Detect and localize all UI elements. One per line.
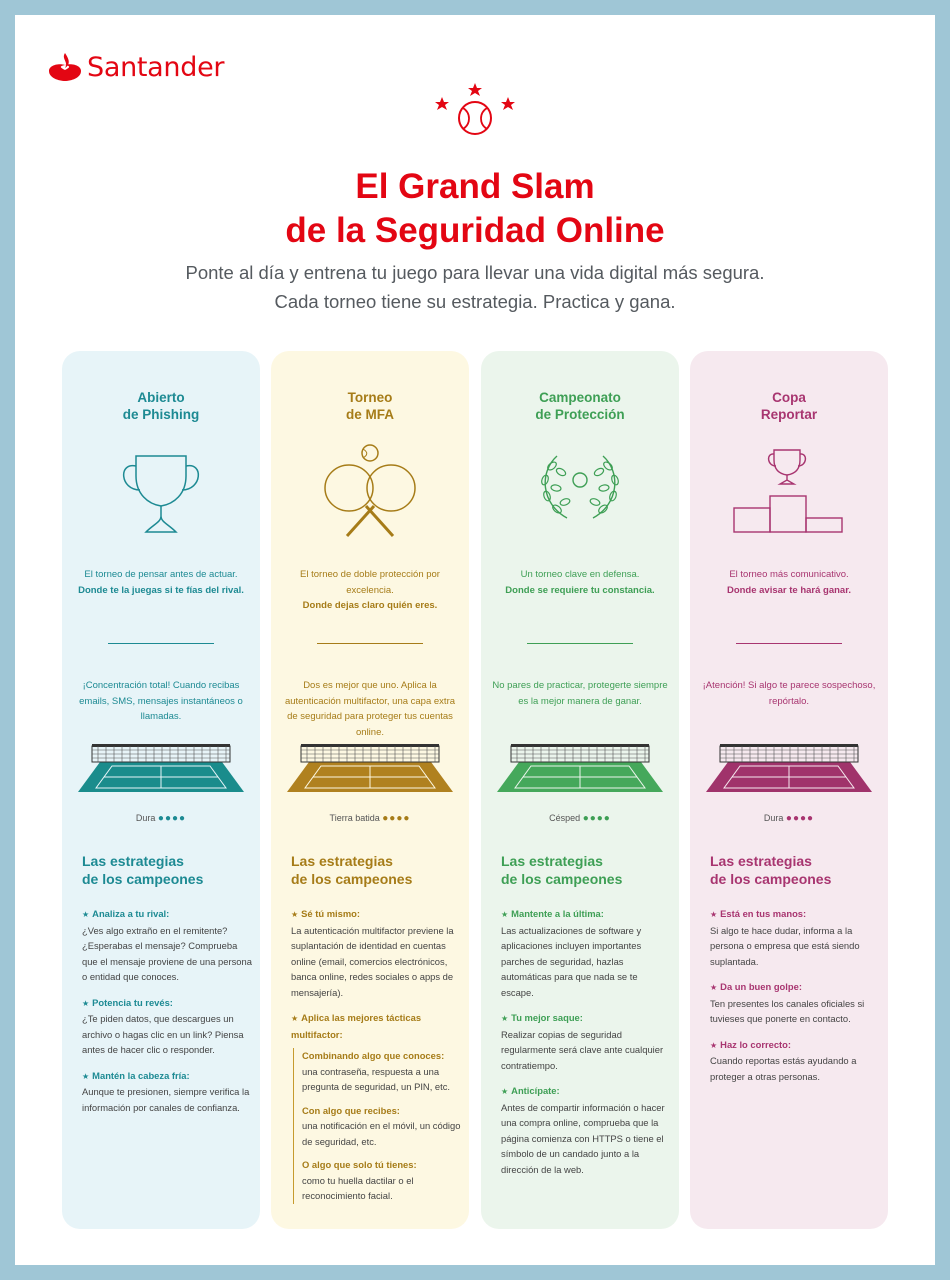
column-title: Campeonato de Protección bbox=[535, 390, 625, 422]
star-icon: ★ bbox=[82, 998, 90, 1008]
podium-icon bbox=[690, 436, 888, 546]
star-icon: ★ bbox=[501, 1087, 509, 1096]
flame-icon bbox=[47, 51, 83, 83]
column-reportar bbox=[690, 351, 888, 1229]
tips-list bbox=[710, 906, 880, 1094]
column-tagline: El torneo de pensar antes de actuar. Donde te la juegas si te fías del rival. bbox=[78, 569, 244, 596]
column-title: Torneo de MFA bbox=[345, 390, 394, 422]
column-proteccion bbox=[481, 351, 679, 1229]
tip-item: ★ Mantén la cabeza fría: Aunque te presionen, siempre verifica la información por canales de confianza. bbox=[82, 1069, 250, 1113]
divider bbox=[527, 643, 633, 644]
star-icon: ★ bbox=[710, 983, 718, 992]
page-title: El Grand Slam de la Seguridad Online bbox=[285, 167, 665, 250]
tip-item: ★ Tu mejor saque: Realizar copias de seguridad regularmente será clave ante cualquier contratiempo. bbox=[501, 1012, 664, 1071]
tip-item: ★ Analiza a tu rival: ¿Ves algo extraño en el remitente? ¿Esperabas el mensaje? Comprueba que el mensaje proviene de una persona o entidad que conoces. bbox=[82, 908, 252, 982]
tip-item: ★ Potencia tu revés: ¿Te piden datos, que descargues un archivo o hagas clic en un link? Piensa antes de hacer clic o responder. bbox=[82, 996, 244, 1055]
column-description: ¡Atención! Si algo te parece sospechoso, repórtalo. bbox=[702, 680, 876, 707]
column-tagline: El torneo de doble protección por excelencia. Donde dejas claro quién eres. bbox=[300, 569, 440, 611]
tennis-ball-stars-icon bbox=[432, 81, 518, 141]
tips-list bbox=[82, 906, 252, 1125]
star-icon: ★ bbox=[82, 1071, 90, 1081]
court-surface-label: Dura ●●●● bbox=[763, 813, 815, 824]
tips-list bbox=[291, 906, 461, 1212]
infographic-page bbox=[15, 15, 935, 1265]
column-mfa bbox=[271, 351, 469, 1229]
tips-list bbox=[501, 906, 671, 1187]
column-title: Copa Reportar bbox=[760, 390, 818, 422]
column-tagline: Un torneo clave en defensa. Donde se requiere tu constancia. bbox=[505, 569, 655, 596]
tip-item: ★ Está en tus manos: Si algo te hace dudar, informa a la persona o empresa que está siendo suplantada. bbox=[710, 908, 860, 967]
star-icon: ★ bbox=[291, 1014, 299, 1023]
court-surface-label: Dura ●●●● bbox=[135, 813, 187, 824]
laurel-icon bbox=[481, 436, 679, 546]
tip-item: ★ Aplica las mejores tácticas multifactor: bbox=[291, 1012, 422, 1040]
subtip-item: Combinando algo que conoces: una contraseña, respuesta a una pregunta de seguridad, un PIN, etc. bbox=[302, 1050, 451, 1092]
star-icon: ★ bbox=[501, 910, 509, 919]
tip-item: ★ Anticípate: Antes de compartir información o hacer una compra online, comprueba que la página comienza con HTTPS o tiene el símbolo de un candado junto a la dirección de la web. bbox=[501, 1085, 665, 1175]
star-icon: ★ bbox=[291, 910, 299, 919]
column-description: ¡Concentración total! Cuando recibas emails, SMS, mensajes instantáneos o llamadas. bbox=[79, 680, 243, 722]
rackets-icon bbox=[271, 436, 469, 546]
strategies-heading: Las estrategias de los campeones bbox=[710, 853, 832, 887]
brand-name: Santander bbox=[87, 51, 225, 83]
star-icon: ★ bbox=[82, 910, 90, 919]
divider bbox=[317, 643, 423, 644]
star-icon: ★ bbox=[710, 1040, 718, 1050]
tip-item: ★ Sé tú mismo: La autenticación multifactor previene la suplantación de identidad en cuentas online (email, comercios electrónicos, banca online, redes sociales o apps de mensajería). bbox=[291, 908, 454, 998]
column-title: Abierto de Phishing bbox=[122, 390, 200, 422]
divider bbox=[736, 643, 842, 644]
tip-item: ★ Mantente a la última: Las actualizaciones de software y aplicaciones incluyen importantes parches de seguridad, hazlas automáticas para que nada se te escape. bbox=[501, 908, 642, 998]
page-subtitle: Ponte al día y entrena tu juego para llevar una vida digital más segura. Cada torneo tiene su estrategia. Practica y gana. bbox=[185, 262, 765, 312]
strategies-heading: Las estrategias de los campeones bbox=[501, 853, 623, 887]
strategies-heading: Las estrategias de los campeones bbox=[82, 853, 204, 887]
column-phishing bbox=[62, 351, 260, 1229]
subtips-group bbox=[293, 1048, 461, 1204]
tennis-court-icon bbox=[271, 740, 469, 798]
column-description: Dos es mejor que uno. Aplica la autenticación multifactor, una capa extra de seguridad para proteger tus cuentas online. bbox=[284, 680, 456, 738]
trophy-icon bbox=[62, 436, 260, 546]
star-icon: ★ bbox=[710, 910, 718, 919]
subtip-item: O algo que solo tú tienes: como tu huella dactilar o el reconocimiento facial. bbox=[302, 1159, 417, 1201]
divider bbox=[108, 643, 214, 644]
tip-item: ★ Da un buen golpe: Ten presentes los canales oficiales si tuvieses que ponerte en contacto. bbox=[710, 981, 865, 1024]
court-surface-label: Tierra batida ●●●● bbox=[329, 813, 411, 824]
santander-logo[interactable] bbox=[47, 51, 224, 83]
tennis-court-icon bbox=[62, 740, 260, 798]
tip-item: ★ Haz lo correcto: Cuando reportas estás ayudando a proteger a otras personas. bbox=[710, 1038, 857, 1082]
strategies-heading: Las estrategias de los campeones bbox=[291, 853, 413, 887]
column-description: No pares de practicar, protegerte siempre es la mejor manera de ganar. bbox=[492, 680, 668, 707]
court-surface-label: Césped ●●●● bbox=[549, 813, 611, 824]
tennis-court-icon bbox=[481, 740, 679, 798]
subtip-item: Con algo que recibes: una notificación en el móvil, un código de seguridad, etc. bbox=[302, 1104, 461, 1147]
tennis-court-icon bbox=[690, 740, 888, 798]
star-icon: ★ bbox=[501, 1014, 509, 1023]
column-tagline: El torneo más comunicativo. Donde avisar te hará ganar. bbox=[726, 569, 852, 596]
